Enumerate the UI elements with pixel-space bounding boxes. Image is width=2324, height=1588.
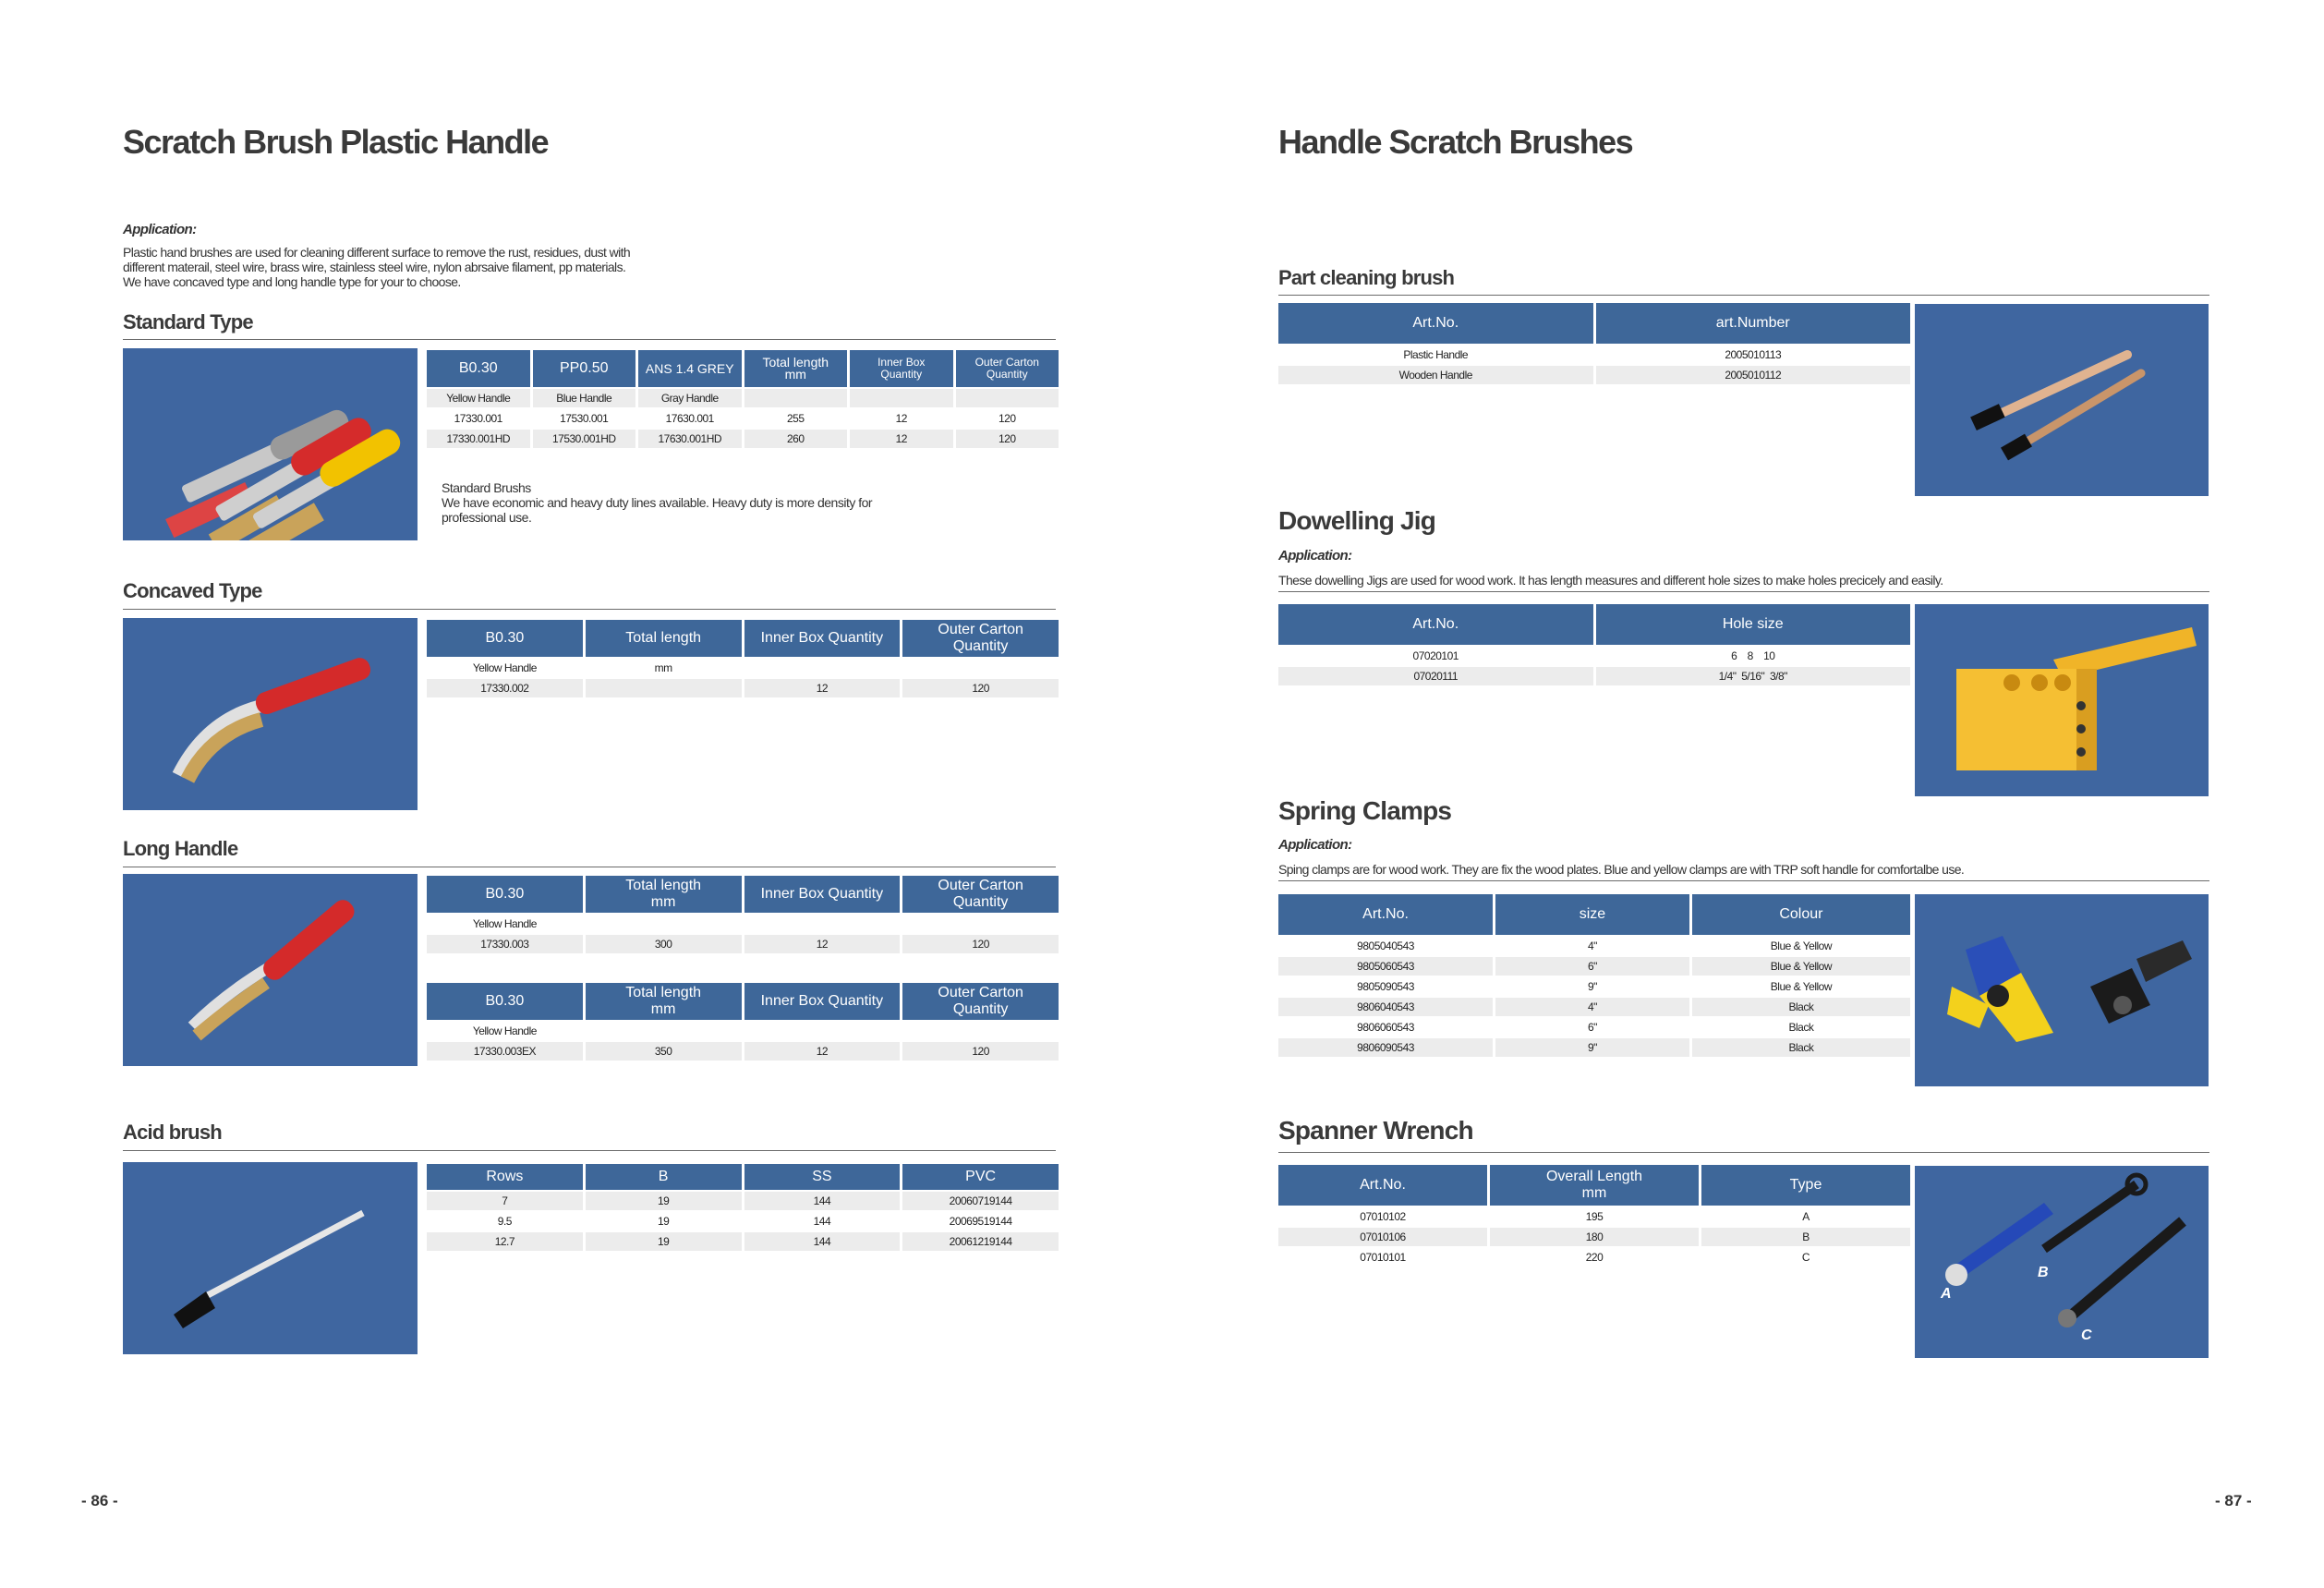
column-header: SS	[744, 1164, 901, 1190]
column-header: B0.30	[427, 983, 583, 1020]
table-row: 07010101 220 C	[1360, 1251, 1810, 1264]
spring-application-text: Sping clamps are for wood work. They are fix the wood plates. Blue and yellow clamps are with TRP soft handle for comfortalbe use.	[1278, 862, 1965, 877]
column-header: Hole size	[1596, 604, 1911, 645]
column-header: Inner Box Quantity	[744, 620, 901, 657]
table-row: 17330.001HD 17530.001HD 17630.001HD 260 12 120	[427, 430, 1059, 448]
column-header: Colour	[1692, 894, 1910, 935]
column-header: B0.30	[427, 620, 583, 657]
long-handle-table-2	[424, 981, 1061, 1062]
left-page-number: - 86 -	[81, 1492, 118, 1509]
table-row: Yellow Handle	[472, 1024, 537, 1037]
standard-brush-photo	[123, 348, 418, 540]
table-row: 07010106 180 B	[1278, 1228, 1910, 1246]
table-row: 9805090543 9" Blue & Yellow	[1357, 980, 1833, 993]
wrench-label-c: C	[2081, 1327, 2092, 1343]
column-header: Art.No.	[1278, 1165, 1487, 1206]
wrench-label-b: B	[2038, 1265, 2049, 1280]
table-row: Yellow Handle Blue Handle Gray Handle	[427, 389, 1059, 407]
dowelling-application-text: These dowelling Jigs are used for wood work. It has length measures and different hole sizes to make holes precicely and easily.	[1278, 573, 1943, 588]
table-row: 9805060543 6" Blue & Yellow	[1278, 957, 1910, 976]
column-header: Total length mm	[744, 350, 848, 387]
dowelling-application-label: Application:	[1278, 548, 1352, 564]
spring-application-label: Application:	[1278, 837, 1352, 853]
column-header: Outer Carton Quantity	[902, 983, 1059, 1020]
table-row: 17330.001 17530.001 17630.001 255 12 120	[454, 412, 1016, 425]
table-row: 07010102 195 A	[1360, 1210, 1810, 1223]
dowelling-jig-title: Dowelling Jig	[1278, 506, 1436, 535]
table-row: 9806090543 9" Black	[1278, 1038, 1910, 1057]
column-header: Overall Length mm	[1490, 1165, 1699, 1206]
column-header: Inner Box Quantity	[744, 876, 901, 913]
divider	[1278, 591, 2209, 592]
column-header: ANS 1.4 GREY	[638, 350, 742, 387]
table-row: Wooden Handle 2005010112	[1278, 366, 1910, 384]
table-row: 12.7 19 144 20061219144	[427, 1232, 1059, 1251]
table-row: 9.5 19 144 20069519144	[497, 1215, 1012, 1228]
column-header: Rows	[427, 1164, 583, 1190]
column-header: Inner Box Quantity	[744, 983, 901, 1020]
divider	[1278, 880, 2209, 881]
column-header: art.Number	[1596, 303, 1911, 344]
column-header: PP0.50	[533, 350, 636, 387]
dowelling-jig-photo	[1915, 604, 2209, 796]
table-row: 17330.003 300 12 120	[427, 935, 1059, 953]
divider	[123, 339, 1056, 340]
right-page-title: Handle Scratch Brushes	[1278, 123, 1633, 161]
spring-clamps-title: Spring Clamps	[1278, 796, 1452, 825]
spring-clamps-table	[1276, 892, 1913, 1059]
table-row: Yellow Handle mm	[472, 661, 672, 674]
concaved-type-table	[424, 618, 1061, 699]
column-header: Inner Box Quantity	[850, 350, 953, 387]
spanner-wrench-title: Spanner Wrench	[1278, 1116, 1473, 1145]
acid-brush-table	[424, 1162, 1061, 1253]
column-header: Outer Carton Quantity	[902, 620, 1059, 657]
acid-brush-photo	[123, 1162, 418, 1354]
standard-note: Standard Brushs We have economic and heavy duty lines available. Heavy duty is more density for professional use.	[442, 480, 873, 525]
column-header: Type	[1701, 1165, 1910, 1206]
divider	[123, 1150, 1056, 1151]
column-header: Outer Carton Quantity	[956, 350, 1059, 387]
table-row: Yellow Handle	[472, 917, 537, 930]
column-header: Art.No.	[1278, 303, 1593, 344]
table-row: 07020111 1/4" 5/16" 3/8"	[1278, 667, 1910, 685]
standard-type-table	[424, 348, 1061, 450]
column-header: Outer Carton Quantity	[902, 876, 1059, 913]
table-row: 9806040543 4" Black	[1278, 998, 1910, 1016]
part-cleaning-title: Part cleaning brush	[1278, 266, 1455, 289]
divider	[1278, 1152, 2209, 1153]
standard-type-title: Standard Type	[123, 310, 253, 333]
divider	[1278, 295, 2209, 296]
column-header: size	[1495, 894, 1689, 935]
column-header: B	[586, 1164, 742, 1190]
spanner-wrench-table	[1276, 1163, 1913, 1268]
dowelling-jig-table	[1276, 602, 1913, 687]
right-page-number: - 87 -	[2215, 1492, 2252, 1509]
wrench-label-a: A	[1941, 1286, 1952, 1302]
application-text: Plastic hand brushes are used for cleaning different surface to remove the rust, residues, dust with different materail, steel wire, brass wire, stainless steel wire, nylon abrsaive filament, pp materials. We have concaved type and long handle type for your to choose.	[123, 245, 631, 289]
divider	[123, 609, 1056, 610]
table-row: 17330.003EX 350 12 120	[427, 1042, 1059, 1061]
table-row: 9806060543 6" Black	[1357, 1021, 1814, 1034]
long-handle-brush-photo	[123, 874, 418, 1066]
table-row: 07020101 6 8 10	[1412, 649, 1775, 662]
column-header: Total length mm	[586, 983, 742, 1020]
part-cleaning-brush-photo	[1915, 304, 2209, 496]
acid-brush-title: Acid brush	[123, 1121, 222, 1144]
table-row: 17330.002 12 120	[427, 679, 1059, 697]
long-handle-title: Long Handle	[123, 837, 238, 860]
column-header: Art.No.	[1278, 604, 1593, 645]
table-row: 7 19 144 20060719144	[427, 1192, 1059, 1210]
concaved-brush-photo	[123, 618, 418, 810]
table-row: 9805040543 4" Blue & Yellow	[1357, 939, 1833, 952]
column-header: Total length mm	[586, 876, 742, 913]
column-header: PVC	[902, 1164, 1059, 1190]
column-header: B0.30	[427, 876, 583, 913]
concaved-type-title: Concaved Type	[123, 579, 262, 602]
column-header: Total length	[586, 620, 742, 657]
column-header: B0.30	[427, 350, 530, 387]
part-cleaning-table	[1276, 301, 1913, 386]
left-page-title: Scratch Brush Plastic Handle	[123, 123, 549, 161]
table-row: Plastic Handle 2005010113	[1403, 348, 1782, 361]
long-handle-table-1	[424, 874, 1061, 955]
column-header: Art.No.	[1278, 894, 1493, 935]
spanner-wrench-photo	[1915, 1166, 2209, 1358]
application-label: Application:	[123, 222, 197, 237]
spring-clamps-photo	[1915, 894, 2209, 1086]
